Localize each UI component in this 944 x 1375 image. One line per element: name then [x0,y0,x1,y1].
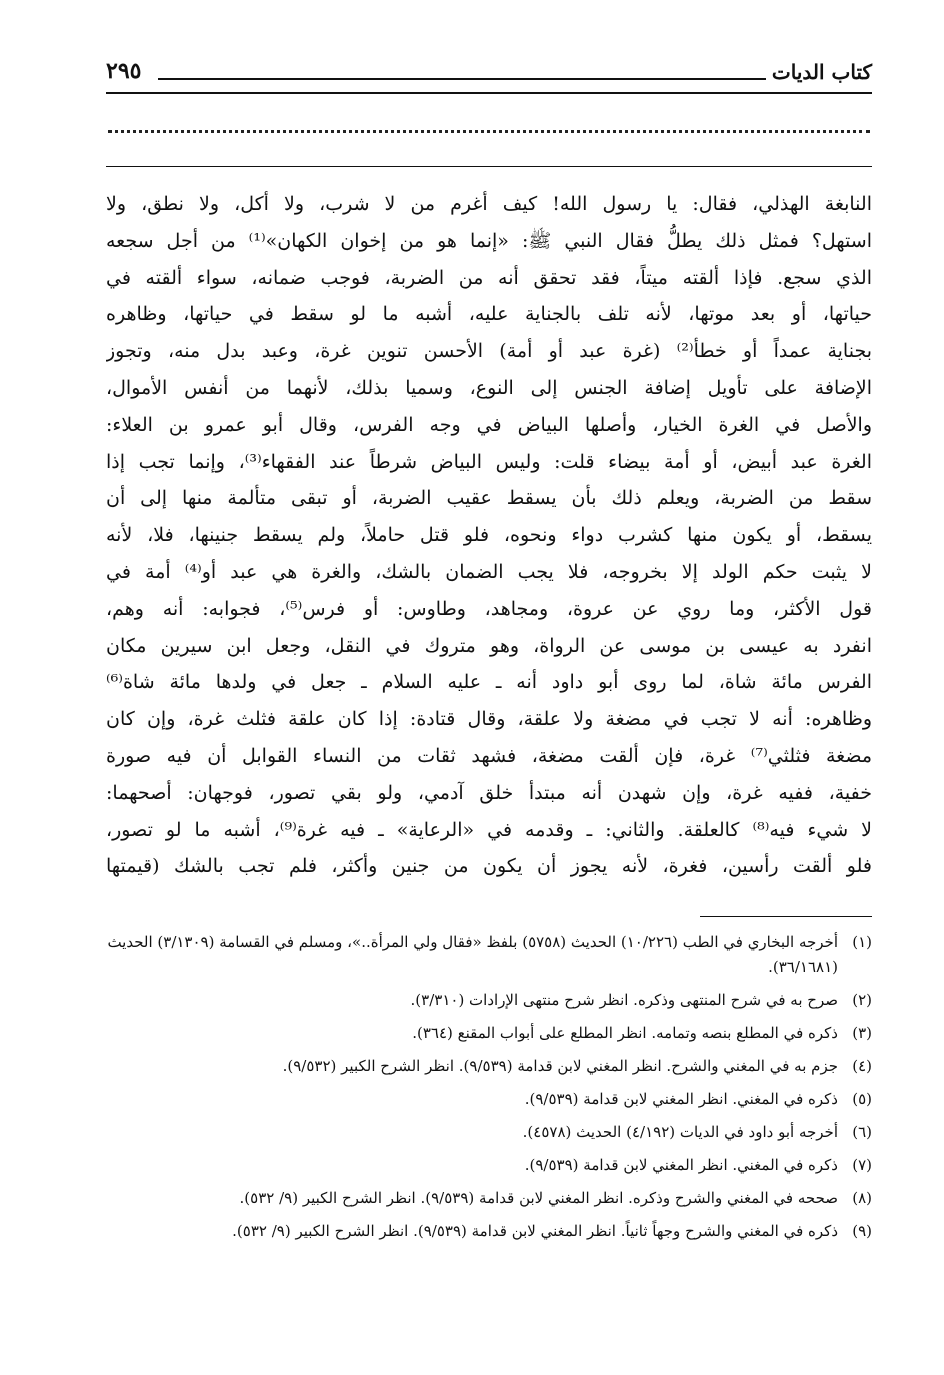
footnote [106,1087,872,1112]
text-line: الذي سجع. فإذا ألقته ميتاً، فقد تحقق أنه من الضربة، فوجب ضمانه، سواء ألقته في [106,266,872,289]
text-line: الفرس مائة شاة، لما روى أبو داود أنه ـ عليه السلام ـ جعل في ولدها مائة شاة⁽⁶⁾ [106,671,872,694]
footnote-rule [700,916,872,917]
page-number: ٢٩٥ [106,58,142,84]
footnotes [106,930,872,1252]
footnote-number: (٧) [852,1156,872,1174]
text-line: بجناية عمداً أو خطأ⁽²⁾ (غرة عبد أو أمة) الأحسن تنوين غرة، وعبد بدل منه، وتجوز [106,340,872,363]
text-line: يسقط، أو يكون منها كشرب دواء ونحوه، فلو قتل حاملاً، ولم يسقط جنينها، فلا، لأنه [106,524,872,547]
footnote [106,1186,872,1211]
text-line: خفية، ففيه غرة، وإن شهدن أنه مبتدأ خلق آدمي، ولو بقي تصور، فوجهان: أصحهما: [106,781,872,804]
text-line: انفرد به عيسى بن موسى عن الرواة، وهو متروك في النقل، وجعل ابن سيرين مكان [106,634,872,657]
text-line: استهل؟ فمثل ذلك يطلُّ فقال النبي ﷺ: «إنما هو من إخوان الكهان»⁽¹⁾ من أجل سجعه [106,229,872,252]
running-header [106,56,872,90]
footnote-text: ذكره في المطلع بنصه وتمامه. انظر المطلع على أبواب المقنع (٣٦٤). [412,1024,838,1042]
footnote-number: (١) [852,933,872,951]
text-line: الغرة عبد أبيض، أو أمة بيضاء قلت: وليس البياض شرطاً عند الفقهاء⁽³⁾، وإنما تجب إذا [106,450,872,473]
text-line: وظاهره: أنه لا تجب في مضغة ولا علقة، وقال قتادة: إذا كان علقة فثلث غرة، وإن كان [106,708,872,731]
text-line: قول الأكثر، وما روي عن عروة، ومجاهد، وطاوس: أو فرس⁽⁵⁾، فجوابه: أنه وهم، [106,597,872,620]
text-line: الإضافة على تأويل إضافة الجنس إلى النوع، وسميا بذلك، لأنهما من أنفس الأموال، [106,376,872,399]
header-rule [158,78,766,80]
footnote-number: (٥) [852,1090,872,1108]
book-title: كتاب الديات [771,60,872,84]
header-bottom-rule [106,92,872,94]
footnote-number: (٩) [852,1222,872,1240]
text-line: لا يثبت حكم الولد إلا بخروجه، فلا يجب الضمان بالشك، والغرة هي عبد أو⁽⁴⁾ أمة في [106,560,872,583]
footnote-text: ذكره في المغني. انظر المغني لابن قدامة (٩/٥٣٩). [524,1156,838,1174]
footnote-number: (٦) [852,1123,872,1141]
footnote-text: أخرجه البخاري في الطب (١٠/٢٢٦) الحديث (٥٧٥٨) بلفظ «فقال ولي المرأة..»، ومسلم في القسامة (٣/١٣٠٩) الحديث (٣٦/١٦٨١). [107,933,838,976]
footnote-text: أخرجه أبو داود في الديات (٤/١٩٢) الحديث (٤٥٧٨). [522,1123,838,1141]
footnote-number: (٣) [852,1024,872,1042]
text-line: حياتها، أو بعد موتها، لأنه تلف بالجناية عليه، أشبه ما لو سقط في حياتها، وظاهره [106,303,872,326]
footnote-text: ذكره في المغني والشرح وجهاً ثانياً. انظر المغني لابن قدامة (٩/٥٣٩). انظر الشرح الكبير (٩/ ٥٣٢). [232,1222,838,1240]
text-line: النابغة الهذلي، فقال: يا رسول الله! كيف أغرم من لا شرب، ولا أكل، ولا نطق، ولا [106,193,872,215]
footnote-text: ذكره في المغني. انظر المغني لابن قدامة (٩/٥٣٩). [524,1090,838,1108]
footnote [106,1021,872,1046]
footnote-text: جزم به في المغني والشرح. انظر المغني لابن قدامة (٩/٥٣٩). انظر الشرح الكبير (٩/٥٣٢). [282,1057,838,1075]
text-line: لا شيء فيه⁽⁸⁾ كالعلقة. والثاني: ـ وقدمه في «الرعاية» ـ فيه غرة⁽⁹⁾، أشبه ما لو تصور، [106,818,872,841]
text-line: سقط من الضربة، ويعلم ذلك بأن يسقط عقيب الضربة، أو تبقى متألمة منها إلى أن [106,487,872,510]
footnote [106,1054,872,1079]
footnote-number: (٨) [852,1189,872,1207]
footnote [106,1153,872,1178]
text-line: مضغة فثلثي⁽⁷⁾ غرة، فإن ألقت مضغة، فشهد ثقات من النساء القوابل أن فيه صورة [106,744,872,767]
footnote-text: صرح به في شرح المنتهى وذكره. انظر شرح منتهى الإرادات (٣/٣١٠). [410,991,838,1009]
footnote [106,930,872,980]
footnote-number: (٤) [852,1057,872,1075]
footnote [106,1219,872,1244]
main-text [106,186,872,885]
footnote-number: (٢) [852,991,872,1009]
dotted-separator [108,130,870,133]
footnote [106,1120,872,1145]
text-line: والأصل في الغرة الخيار، وأصلها البياض في وجه الفرس، وقال أبو عمرو بن العلاء: [106,413,872,436]
text-separator-rule [106,166,872,167]
footnote [106,988,872,1013]
footnote-text: صححه في المغني والشرح وذكره. انظر المغني لابن قدامة (٩/٥٣٩). انظر الشرح الكبير (٩/ ٥٣٢). [239,1189,838,1207]
text-line: فلو ألقت رأسين، فغرة، لأنه يجوز أن يكون من جنين وأكثر، فلم تجب بالشك (قيمتها [106,855,872,878]
